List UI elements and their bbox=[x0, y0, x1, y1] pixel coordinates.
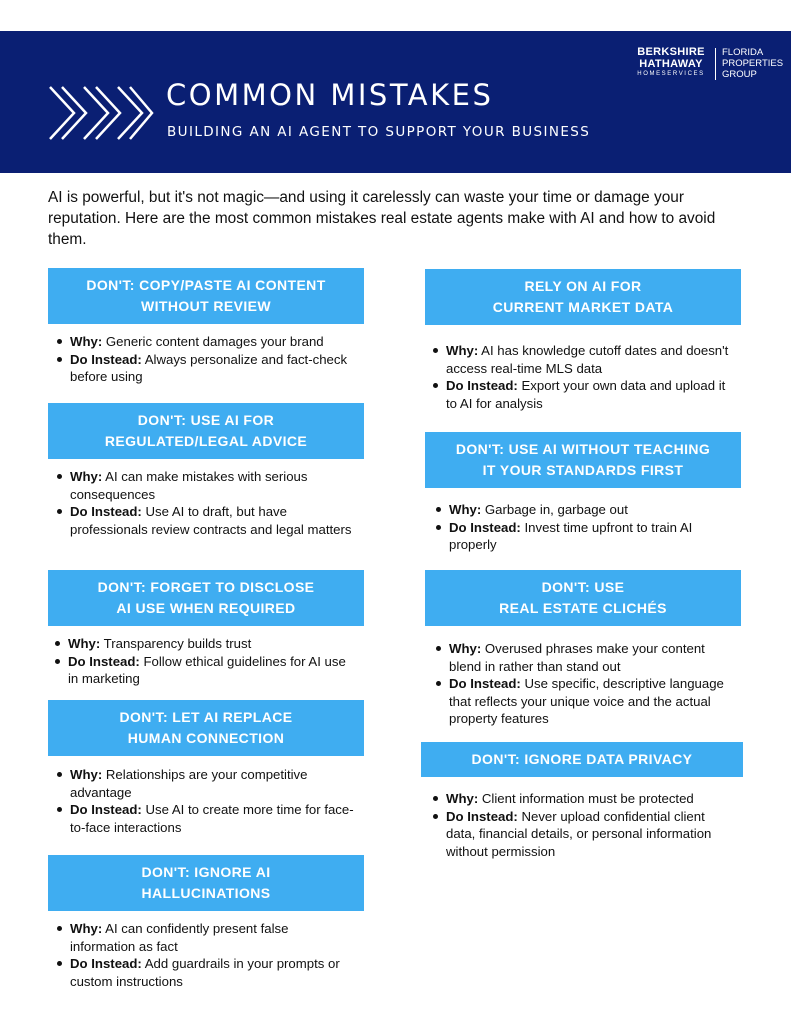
logo-divider bbox=[715, 48, 716, 80]
instead-text: Export your own data and upload it to AI for analysis bbox=[446, 378, 726, 411]
instead-label: Do Instead: bbox=[70, 956, 142, 971]
instead-item bbox=[433, 519, 733, 554]
why-text: Garbage in, garbage out bbox=[484, 502, 628, 517]
why-item bbox=[433, 640, 733, 675]
logo-right-line-2: PROPERTIES bbox=[722, 58, 784, 69]
why-label: Why: bbox=[70, 469, 103, 484]
card-title-line-2: HALLUCINATIONS bbox=[141, 885, 271, 901]
why-text: Transparency builds trust bbox=[103, 636, 252, 651]
instead-item bbox=[54, 955, 354, 990]
card-title-line-1: DON'T: COPY/PASTE AI CONTENT bbox=[86, 277, 326, 293]
why-item bbox=[54, 468, 354, 503]
instead-label: Do Instead: bbox=[449, 676, 521, 691]
mistake-card-header bbox=[425, 570, 741, 626]
why-label: Why: bbox=[70, 921, 103, 936]
mistake-card-header bbox=[425, 432, 741, 488]
why-item bbox=[430, 342, 730, 377]
mistake-card-list bbox=[54, 920, 354, 990]
why-label: Why: bbox=[449, 641, 482, 656]
card-title-line-1: RELY ON AI FOR bbox=[524, 278, 642, 294]
instead-text: Use specific, descriptive language that reflects your unique voice and the actual property features bbox=[449, 676, 724, 726]
instead-item bbox=[54, 801, 354, 836]
why-text: Overused phrases make your content blend in rather than stand out bbox=[449, 641, 705, 674]
why-label: Why: bbox=[68, 636, 101, 651]
why-item bbox=[52, 635, 352, 653]
instead-text: Always personalize and fact-check before using bbox=[70, 351, 348, 384]
card-title-line-1: DON'T: USE AI WITHOUT TEACHING bbox=[455, 441, 711, 457]
page-subtitle: BUILDING AN AI AGENT TO SUPPORT YOUR BUSINESS bbox=[167, 124, 591, 140]
instead-text: Use AI to create more time for face-to-face interactions bbox=[70, 802, 354, 835]
why-item bbox=[54, 333, 354, 351]
why-text: AI has knowledge cutoff dates and doesn't access real-time MLS data bbox=[446, 343, 729, 376]
card-title-line-1: DON'T: IGNORE AI bbox=[141, 864, 271, 880]
intro-paragraph: AI is powerful, but it's not magic—and using it carelessly can waste your time or damage your reputation. Here are the most common mistakes real estate agents make with AI and how to avoid them. bbox=[48, 189, 716, 248]
card-title-line-1: DON'T: FORGET TO DISCLOSE bbox=[97, 579, 315, 595]
instead-label: Do Instead: bbox=[70, 802, 142, 817]
mistake-card-list bbox=[54, 333, 354, 386]
why-label: Why: bbox=[446, 791, 479, 806]
logo-line-2: HATHAWAY bbox=[639, 58, 703, 70]
mistake-card-header bbox=[425, 269, 741, 325]
mistake-card-list bbox=[52, 635, 352, 688]
card-title-line-2: REGULATED/LEGAL ADVICE bbox=[104, 433, 308, 449]
instead-label: Do Instead: bbox=[68, 653, 140, 669]
mistake-card-header bbox=[48, 855, 364, 911]
why-item bbox=[430, 790, 730, 808]
card-title-line-2: REAL ESTATE CLICHÉS bbox=[499, 600, 667, 616]
instead-text: Follow ethical guidelines for AI use in marketing bbox=[68, 653, 346, 686]
why-text: Relationships are your competitive advantage bbox=[70, 767, 308, 800]
mistake-card-list bbox=[430, 342, 730, 412]
instead-text: Add guardrails in your prompts or custom instructions bbox=[70, 956, 340, 989]
card-title-line-2: IT YOUR STANDARDS FIRST bbox=[482, 462, 684, 478]
instead-label: Do Instead: bbox=[70, 504, 142, 519]
card-title-line-1: DON'T: IGNORE DATA PRIVACY bbox=[471, 751, 693, 767]
mistake-card-list bbox=[54, 766, 354, 836]
instead-text: Use AI to draft, but have professionals review contracts and legal matters bbox=[70, 504, 352, 537]
why-text: Generic content damages your brand bbox=[105, 334, 324, 349]
instead-item bbox=[52, 653, 352, 688]
instead-item bbox=[54, 351, 354, 386]
page-title: COMMON MISTAKES bbox=[166, 78, 494, 112]
why-item bbox=[54, 766, 354, 801]
card-title-line-2: HUMAN CONNECTION bbox=[127, 730, 285, 746]
card-title-line-2: WITHOUT REVIEW bbox=[140, 298, 272, 314]
logo-group-name bbox=[722, 47, 783, 80]
mistake-card-list bbox=[430, 790, 730, 860]
card-title-line-1: DON'T: LET AI REPLACE bbox=[119, 709, 293, 725]
instead-item bbox=[430, 377, 730, 412]
mistake-card-header bbox=[48, 268, 364, 324]
why-text: AI can confidently present false information as fact bbox=[70, 921, 289, 954]
logo-right-line-1: FLORIDA bbox=[722, 47, 764, 58]
mistake-card-list bbox=[54, 468, 354, 538]
logo-right-line-3: GROUP bbox=[722, 69, 757, 80]
instead-item bbox=[54, 503, 354, 538]
chevron-right-icon bbox=[48, 85, 154, 141]
mistake-card-header bbox=[421, 742, 743, 777]
why-label: Why: bbox=[446, 343, 479, 358]
why-item bbox=[54, 920, 354, 955]
instead-text: Invest time upfront to train AI properly bbox=[449, 519, 693, 552]
mistake-card-list bbox=[433, 640, 733, 728]
instead-text: Never upload confidential client data, financial details, or personal information without permission bbox=[446, 808, 712, 859]
why-item bbox=[433, 501, 733, 519]
why-label: Why: bbox=[449, 502, 482, 517]
mistake-card-list bbox=[433, 501, 733, 554]
instead-item bbox=[430, 808, 730, 861]
instead-label: Do Instead: bbox=[70, 351, 142, 367]
logo-line-3: HOMESERVICES bbox=[637, 71, 705, 77]
mistake-card-header bbox=[48, 700, 364, 756]
mistake-card-header bbox=[48, 403, 364, 459]
instead-item bbox=[433, 675, 733, 728]
logo-line-1: BERKSHIRE bbox=[637, 46, 705, 58]
card-title-line-2: CURRENT MARKET DATA bbox=[492, 299, 674, 315]
logo-wordmark bbox=[631, 46, 711, 77]
mistake-card-header bbox=[48, 570, 364, 626]
why-text: Client information must be protected bbox=[481, 791, 694, 806]
why-text: AI can make mistakes with serious consequences bbox=[70, 469, 308, 502]
why-label: Why: bbox=[70, 767, 103, 782]
why-label: Why: bbox=[70, 334, 103, 349]
instead-label: Do Instead: bbox=[446, 808, 518, 824]
card-title-line-1: DON'T: USE bbox=[541, 579, 625, 595]
card-title-line-1: DON'T: USE AI FOR bbox=[137, 412, 275, 428]
card-title-line-2: AI USE WHEN REQUIRED bbox=[116, 600, 296, 616]
instead-label: Do Instead: bbox=[449, 519, 521, 535]
instead-label: Do Instead: bbox=[446, 378, 518, 393]
